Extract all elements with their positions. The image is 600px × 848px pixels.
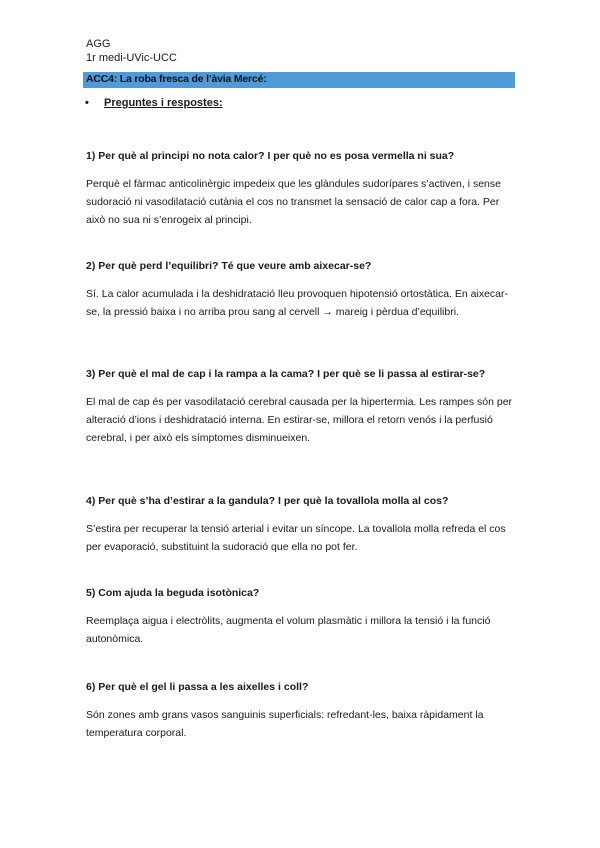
qa-item-3	[86, 365, 518, 447]
author-initials: AGG	[86, 38, 111, 50]
qa-item-5	[86, 584, 518, 648]
qa-item-1	[86, 147, 518, 229]
document-title: ACC4: La roba fresca de l’àvia Mercé:	[86, 73, 267, 85]
answer-6: Són zones amb grans vasos sanguinis superficials: refredant-les, baixa ràpidament la temperatura corporal.	[86, 709, 484, 739]
qa-item-6	[86, 678, 518, 742]
title-bar	[83, 72, 515, 88]
question-5: 5) Com ajuda la beguda isotònica?	[86, 587, 260, 599]
question-3: 3) Per què el mal de cap i la rampa a la cama? I per què se li passa al estirar-se?	[86, 368, 486, 380]
question-2: 2) Per què perd l’equilibri? Té que veure amb aixecar-se?	[86, 260, 372, 272]
answer-5: Reemplaça aigua i electròlits, augmenta el volum plasmàtic i millora la tensió i la funció autonòmica.	[86, 615, 491, 645]
course-info: 1r medi-UVic-UCC	[86, 52, 177, 64]
qa-item-2	[86, 257, 518, 321]
answer-4: S’estira per recuperar la tensió arterial i evitar un síncope. La tovallola molla refreda el cos per evaporació, substituint la sudoració que ella no pot fer.	[86, 523, 506, 553]
answer-1: Perquè el fàrmac anticolinèrgic impedeix que les glàndules sudorípares s’activen, i sense sudoració ni vasodilatació cutània el cos no transmet la sensació de calor cap a fora. Per això no sua ni s’enrogeix al principi.	[86, 178, 501, 226]
document-header	[86, 37, 177, 65]
answer-2: Sí. La calor acumulada i la deshidratació lleu provoquen hipotensió ortostàtica. En aixecar-se, la pressió baixa i no arriba prou sang al cervell → mareig i pèrdua d’equilibri.	[86, 288, 508, 318]
subtitle-text: Preguntes i respostes:	[104, 97, 223, 109]
answer-3: El mal de cap és per vasodilatació cerebral causada per la hipertermia. Les rampes són per alteració d’ions i deshidratació interna. En estirar-se, millora el retorn venós i la perfusió cerebral, i per això els símptomes disminueixen.	[86, 396, 513, 444]
question-1: 1) Per què al principi no nota calor? I per què no es posa vermella ni sua?	[86, 150, 455, 162]
question-4: 4) Per què s’ha d’estirar a la gandula? I per què la tovallola molla al cos?	[86, 495, 449, 507]
bullet-icon: •	[85, 97, 89, 109]
qa-item-4	[86, 492, 518, 556]
question-6: 6) Per què el gel li passa a les aixelles i coll?	[86, 681, 309, 693]
section-subtitle	[85, 97, 223, 109]
